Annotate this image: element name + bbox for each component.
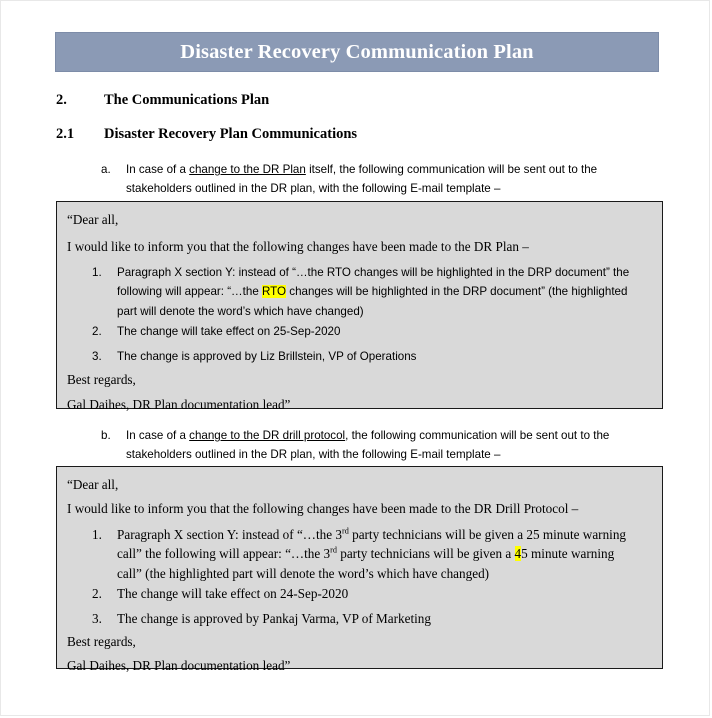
box-1-item-1-before-highlight: following will appear: “…the (117, 285, 262, 299)
box-1-list-item-1-line-3: part will denote the word’s which have changed) (117, 304, 364, 318)
heading-section-2-text: The Communications Plan (104, 92, 270, 108)
box-1-list-item-2 (92, 322, 652, 341)
box-2-list-item-2-marker: 2. (92, 586, 102, 601)
box-1-highlighted-term: RTO (262, 285, 287, 299)
box-1-item-1-after-highlight: changes will be highlighted in the DRP document” (the highlighted (286, 285, 628, 299)
box-2-greeting: “Dear all, (67, 477, 119, 492)
box-2-item-1-seg2b: party technicians will be given a (336, 546, 515, 562)
list-item-a-marker: a. (101, 163, 111, 176)
list-item-a-underlined-phrase: change to the DR Plan (189, 163, 306, 176)
box-2-list-item-3-text: The change is approved by Pankaj Varma, VP of Marketing (117, 611, 431, 626)
list-item-b (101, 426, 660, 464)
box-1-list-item-3-text: The change is approved by Liz Brillstein, VP of Operations (117, 350, 417, 363)
box-2-list-item-2-text: The change will take effect on 24-Sep-2020 (117, 586, 349, 601)
box-1-list-item-3-marker: 3. (92, 350, 102, 363)
list-item-b-marker: b. (101, 429, 111, 442)
document-title-banner (55, 32, 659, 72)
box-1-signoff: Best regards, (67, 372, 136, 387)
box-2-item-1-seg2a: call” the following will appear: “…the 3 (117, 546, 331, 562)
box-1-signature: Gal Daihes, DR Plan documentation lead” (67, 397, 291, 412)
heading-section-2-1 (56, 126, 456, 144)
box-2-signature: Gal Daihes, DR Plan documentation lead” (67, 658, 291, 673)
list-item-b-text-after: , the following communication will be sent out to the (345, 429, 610, 442)
heading-section-2-number: 2. (56, 92, 67, 108)
box-2-signoff: Best regards, (67, 634, 136, 649)
list-item-a-body (126, 160, 660, 198)
heading-section-2 (56, 92, 456, 110)
box-2-list-item-3-marker: 3. (92, 611, 102, 626)
box-2-item-1-seg1b: party technicians will be given a 25 minute warning (348, 527, 627, 542)
page-title: Disaster Recovery Communication Plan (180, 40, 534, 63)
box-1-list-item-1-marker: 1. (92, 266, 102, 279)
heading-section-2-1-text: Disaster Recovery Plan Communications (104, 126, 358, 142)
box-1-list-item-2-text: The change will take effect on 25-Sep-2020 (117, 325, 341, 338)
list-item-b-line-2: stakeholders outlined in the DR plan, with the following E-mail template – (126, 448, 501, 461)
box-2-list-item-1-line-1 (117, 525, 657, 544)
box-1-list-item-2-marker: 2. (92, 325, 102, 338)
list-item-a-text-before: In case of a (126, 163, 190, 176)
box-2-highlighted-term: 4 (514, 546, 522, 562)
email-template-box-2 (56, 466, 663, 673)
box-2-list-item-2 (92, 584, 657, 603)
box-2-list-item-1-body (117, 525, 657, 583)
box-1-list-item-1-body (117, 263, 652, 321)
box-1-list-item-1-line-1: Paragraph X section Y: instead of “…the RTO changes will be highlighted in the DRP document” the (117, 266, 630, 279)
box-1-intro: I would like to inform you that the following changes have been made to the DR Plan – (67, 239, 529, 254)
box-2-list-item-1-marker: 1. (92, 527, 102, 542)
box-1-list-item-3 (92, 347, 652, 366)
list-item-a-line-1 (126, 160, 660, 179)
heading-section-2-1-number: 2.1 (56, 126, 75, 142)
box-2-list-item-1 (92, 525, 657, 583)
box-1-list-item-1 (92, 263, 652, 321)
box-2-intro: I would like to inform you that the following changes have been made to the DR Drill Protocol – (67, 501, 579, 516)
box-1-greeting: “Dear all, (67, 212, 119, 227)
list-item-a-line-2: stakeholders outlined in the DR plan, with the following E-mail template – (126, 182, 501, 195)
box-1-list-item-1-line-2 (117, 282, 652, 301)
box-2-item-1-seg1a: Paragraph X section Y: instead of “…the 3 (117, 527, 342, 542)
list-item-b-underlined-phrase: change to the DR drill protocol (189, 429, 346, 442)
box-2-item-1-ordinal-sup-2: rd (330, 545, 337, 555)
box-2-list-item-1-line-3: call” (the highlighted part will denote the word’s which have changed) (117, 565, 490, 581)
list-item-b-body (126, 426, 660, 464)
list-item-b-line-1 (126, 426, 660, 445)
box-2-list-item-1-line-2 (117, 544, 657, 563)
list-item-a (101, 160, 660, 198)
email-template-box-1 (56, 201, 663, 412)
box-2-item-1-ordinal-sup-1: rd (341, 526, 349, 536)
list-item-b-text-before: In case of a (126, 429, 190, 442)
box-2-item-1-seg2c: 5 minute warning (521, 546, 615, 562)
box-2-list-item-3 (92, 609, 657, 628)
list-item-a-text-after: itself, the following communication will be sent out to the (305, 163, 598, 176)
